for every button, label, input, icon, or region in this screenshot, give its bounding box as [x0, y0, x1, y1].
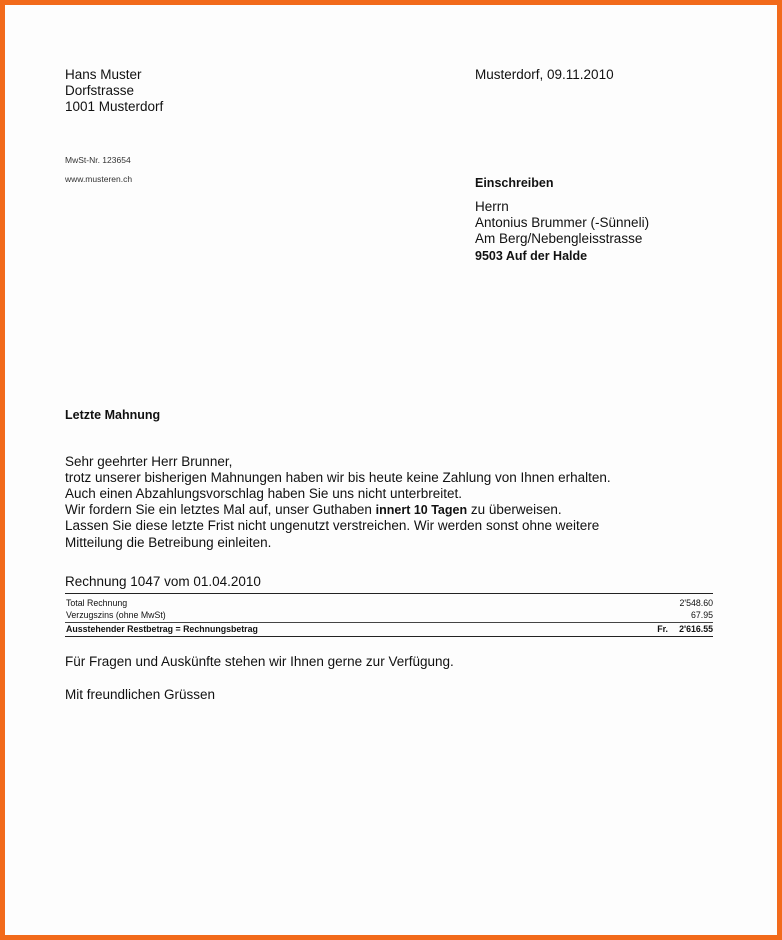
invoice-row [65, 609, 713, 621]
sender-city: 1001 Musterdorf [65, 99, 164, 114]
sender-street: Dorfstrasse [65, 83, 135, 98]
place-date: Musterdorf, 09.11.2010 [475, 67, 614, 82]
body-line-4: Lassen Sie diese letzte Frist nicht ungenutzt verstreichen. Wir werden sonst ohne weitere [65, 518, 600, 533]
invoice-row-amount: 67.95 [690, 610, 713, 620]
invoice-total-currency: Fr. [657, 624, 668, 634]
sender-name: Hans Muster [65, 67, 142, 82]
mail-type: Einschreiben [475, 176, 554, 190]
invoice-title: Rechnung 1047 vom 01.04.2010 [65, 574, 261, 589]
invoice-row-amount: 2'548.60 [679, 598, 713, 608]
recipient-salutation: Herrn [475, 199, 509, 214]
recipient-city: 9503 Auf der Halde [475, 249, 588, 263]
body-line-1: trotz unserer bisherigen Mahnungen haben wir bis heute keine Zahlung von Ihnen erhalten. [65, 470, 611, 485]
invoice-row [65, 597, 713, 609]
invoice-top-rule [65, 593, 713, 594]
body-line-5: Mitteilung die Betreibung einleiten. [65, 535, 272, 550]
body-line-3 [65, 502, 562, 519]
deadline-emphasis: innert 10 Tagen [375, 503, 468, 517]
invoice-row-label: Verzugszins (ohne MwSt) [66, 610, 166, 620]
invoice-total-label: Ausstehender Restbetrag = Rechnungsbetrag [66, 624, 258, 634]
body-line-2: Auch einen Abzahlungsvorschlag haben Sie uns nicht unterbreitet. [65, 486, 463, 501]
recipient-street: Am Berg/Nebengleisstrasse [475, 231, 643, 246]
sender-vat: MwSt-Nr. 123654 [65, 155, 131, 165]
greeting: Sehr geehrter Herr Brunner, [65, 454, 233, 469]
subject: Letzte Mahnung [65, 408, 161, 422]
sender-web: www.musteren.ch [65, 174, 133, 184]
invoice-bottom-rule [65, 636, 713, 637]
body-line-3-post: zu überweisen. [467, 502, 562, 517]
body-line-3-pre: Wir fordern Sie ein letztes Mal auf, unser Guthaben [65, 502, 376, 517]
closing-regards: Mit freundlichen Grüssen [65, 687, 216, 702]
recipient-name: Antonius Brummer (-Sünneli) [475, 215, 650, 230]
closing-questions: Für Fragen und Auskünfte stehen wir Ihnen gerne zur Verfügung. [65, 654, 454, 669]
invoice-total-row [65, 623, 713, 635]
invoice-row-label: Total Rechnung [66, 598, 128, 608]
invoice-total-amount: 2'616.55 [679, 624, 713, 634]
